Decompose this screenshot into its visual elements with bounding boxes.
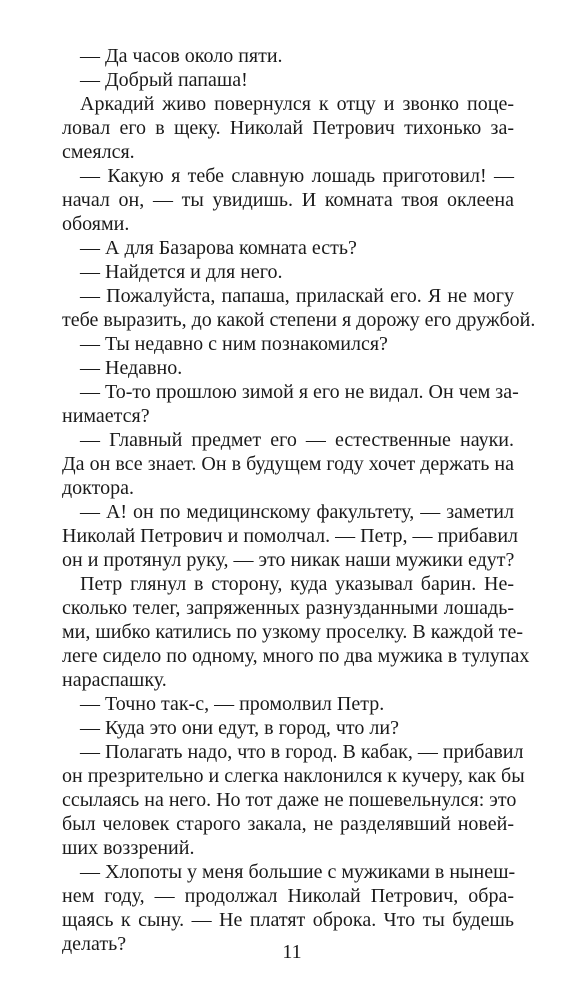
text-line: — А для Базарова комната есть? bbox=[80, 237, 357, 259]
text-line: обоями. bbox=[62, 213, 130, 235]
text-line: смеялся. bbox=[62, 141, 135, 163]
text-line: Николай Петрович и помолчал. — Петр, — прибавил bbox=[62, 525, 519, 547]
text-line: сколько телег, запряженных разнузданными лошадь- bbox=[62, 597, 514, 619]
text-line: — Хлопоты у меня большие с мужиками в нынеш- bbox=[80, 861, 516, 883]
text-line: леге сидело по одному, много по два мужика в тулупах bbox=[62, 645, 530, 667]
text-line: — А! он по медицинскому факультету, — заметил bbox=[80, 501, 514, 523]
text-line: доктора. bbox=[62, 477, 134, 499]
text-line: — Главный предмет его — естественные науки. bbox=[80, 429, 514, 451]
text-line: ших воззрений. bbox=[62, 837, 195, 859]
text-line: ссылаясь на него. Но тот даже не пошевельнулся: это bbox=[62, 789, 517, 811]
text-line: — Точно так-с, — промолвил Петр. bbox=[80, 693, 385, 715]
text-line: он презрительно и слегка наклонился к кучеру, как бы bbox=[62, 765, 525, 787]
text-line: он и протянул руку, — это никак наши мужики едут? bbox=[62, 549, 515, 571]
text-line: делать? bbox=[62, 933, 127, 955]
text-line: — Добрый папаша! bbox=[80, 69, 248, 91]
text-line: — Да часов около пяти. bbox=[80, 45, 283, 67]
text-line: — Недавно. bbox=[80, 357, 183, 379]
text-line: нимается? bbox=[62, 405, 150, 427]
text-line: — То-то прошлою зимой я его не видал. Он чем за- bbox=[80, 381, 519, 403]
text-line: тебе выразить, до какой степени я дорожу его дружбой. bbox=[62, 309, 536, 331]
text-line: — Какую я тебе славную лошадь приготовил! — bbox=[80, 165, 514, 187]
text-line: ловал его в щеку. Николай Петрович тихонько за- bbox=[62, 117, 514, 139]
page-number: 11 bbox=[282, 941, 302, 963]
book-page-text bbox=[62, 44, 536, 956]
text-line: Петр глянул в сторону, куда указывал барин. Не- bbox=[80, 573, 514, 595]
text-line: ми, шибко катились по узкому проселку. В каждой те- bbox=[62, 621, 524, 643]
text-line: Аркадий живо повернулся к отцу и звонко поце- bbox=[80, 93, 514, 115]
text-line: нараспашку. bbox=[62, 669, 167, 691]
text-line: — Ты недавно с ним познакомился? bbox=[80, 333, 388, 355]
text-line: — Куда это они едут, в город, что ли? bbox=[80, 717, 399, 739]
text-line: нем году, — продолжал Николай Петрович, обра- bbox=[62, 885, 514, 907]
text-line: — Полагать надо, что в город. В кабак, — прибавил bbox=[80, 741, 524, 763]
text-line: — Найдется и для него. bbox=[80, 261, 283, 283]
text-line: был человек старого закала, не разделявший новей- bbox=[62, 813, 514, 835]
text-line: начал он, — ты увидишь. И комната твоя оклеена bbox=[62, 189, 514, 211]
text-line: — Пожалуйста, папаша, приласкай его. Я не могу bbox=[80, 285, 514, 307]
text-line: Да он все знает. Он в будущем году хочет держать на bbox=[62, 453, 514, 475]
text-line: щаясь к сыну. — Не платят оброка. Что ты будешь bbox=[62, 909, 514, 931]
